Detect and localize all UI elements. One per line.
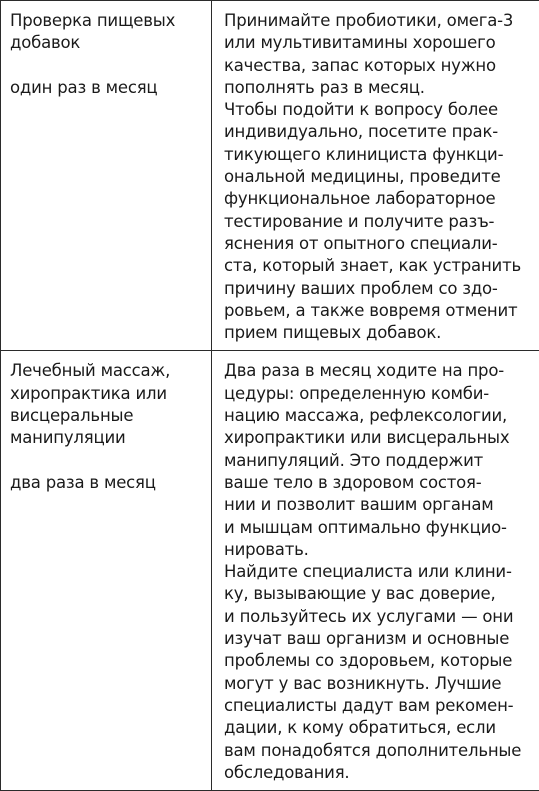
table-row xyxy=(1,351,539,791)
description-cell xyxy=(212,351,539,791)
procedure-frequency: один раз в месяц xyxy=(10,77,205,99)
table-row xyxy=(1,1,539,351)
procedure-cell xyxy=(1,351,212,791)
description-cell xyxy=(212,1,539,351)
description-paragraph: Чтобы подойти к вопросу более индивидуально, посетите прак- тикующего клинициста функци- ональной медицины, проведите функциональное лабораторное тестирование и получите разъ- яснения от опытного специали- ста, который знает, как устранить причину ваших проблем со здо- ровьем, а также вовремя отменит прием пищевых добавок. xyxy=(224,99,535,344)
procedure-name: Проверка пищевых добавок xyxy=(10,10,205,55)
procedure-name: Лечебный массаж, хиропрактика или висцеральные манипуляции xyxy=(10,360,205,449)
procedure-frequency: два раза в месяц xyxy=(10,472,205,494)
description-paragraph: Принимайте пробиотики, омега-3 или мультивитамины хорошего качества, запас которых нужно пополнять раз в месяц. xyxy=(224,10,535,99)
description-paragraph: Два раза в месяц ходите на про- цедуры: определенную комби- нацию массажа, рефлексологии, хиропрактики или висцеральных манипуляций. Это поддержит ваше тело в здоровом состоя- нии и позволит вашим органам и мышцам оптимально функцио- нировать. xyxy=(224,360,535,561)
procedure-cell xyxy=(1,1,212,351)
description-paragraph: Найдите специалиста или клини- ку, вызывающие у вас доверие, и пользуйтесь их услугами — они изучат ваш организм и основные проблемы со здоровьем, которые могут у вас возникнуть. Лучшие специалисты дадут вам рекомен- дации, к кому обратиться, если вам понадобятся дополнительные обследования. xyxy=(224,561,535,784)
